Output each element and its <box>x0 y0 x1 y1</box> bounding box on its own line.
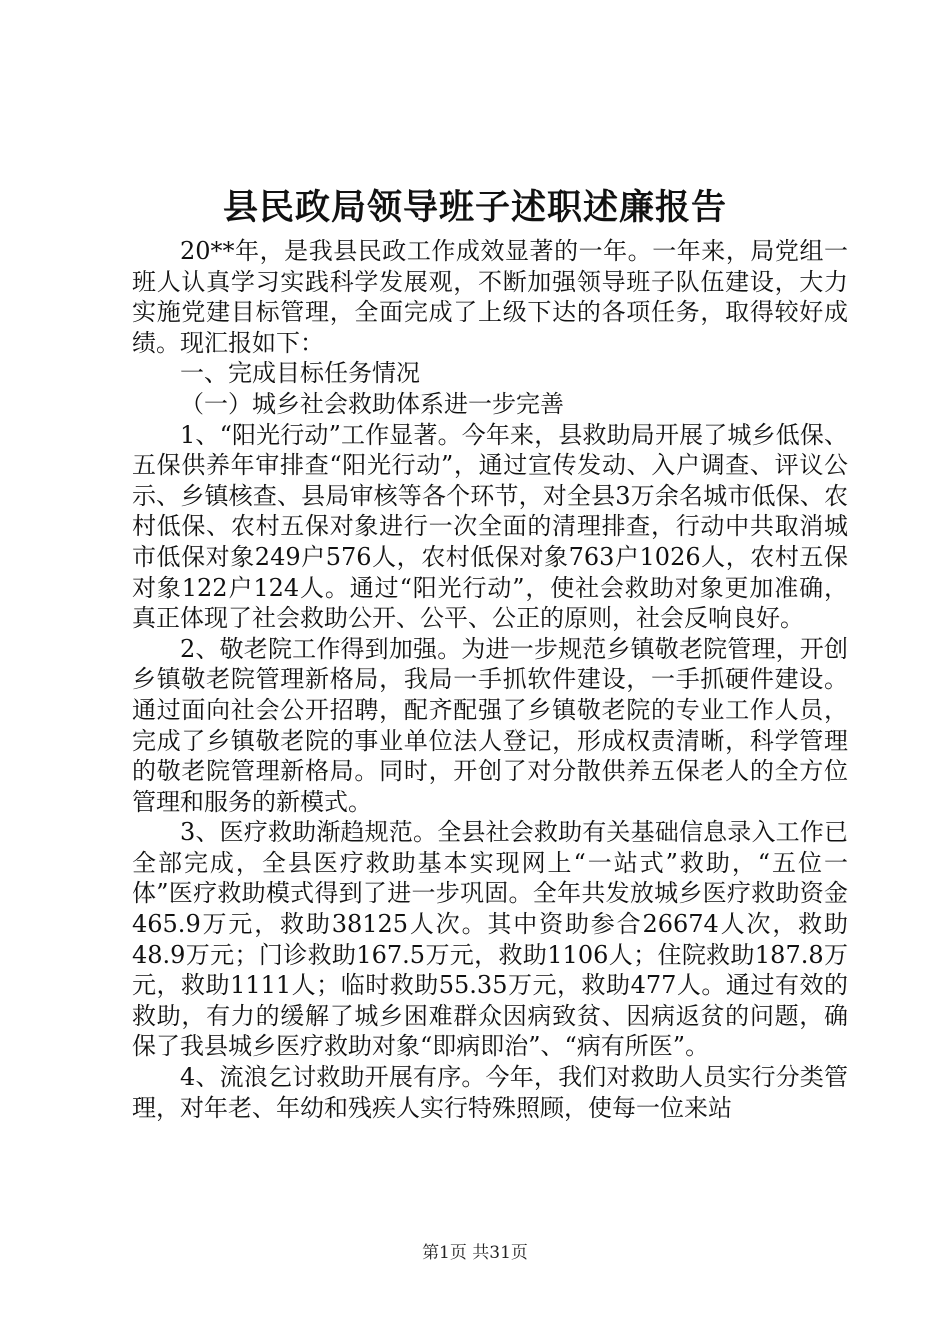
document-title: 县民政局领导班子述职述廉报告 <box>222 187 727 228</box>
subsection-heading: （一）城乡社会救助体系进一步完善 <box>180 389 564 418</box>
paragraph-item-4: 4、流浪乞讨救助开展有序。今年，我们对救助人员实行分类管理，对年老、年幼和残疾人实行特殊照顾，使每一位来站 <box>132 1063 848 1122</box>
paragraph-item-2: 2、敬老院工作得到加强。为进一步规范乡镇敬老院管理，开创乡镇敬老院管理新格局，我局一手抓软件建设，一手抓硬件建设。通过面向社会公开招聘，配齐配强了乡镇敬老院的专业工作人员，完成了乡镇敬老院的事业单位法人登记，形成权责清晰，科学管理的敬老院管理新格局。同时，开创了对分散供养五保老人的全方位管理和服务的新模式。 <box>132 634 848 816</box>
page-footer: 第1页 共31页 <box>422 1243 528 1263</box>
paragraph-intro: 20**年，是我县民政工作成效显著的一年。一年来，局党组一班人认真学习实践科学发展观，不断加强领导班子队伍建设，大力实施党建目标管理，全面完成了上级下达的各项任务，取得较好成绩。现汇报如下： <box>132 237 848 357</box>
paragraph-item-1: 1、“阳光行动”工作显著。今年来，县救助局开展了城乡低保、五保供养年审排查“阳光行动”，通过宣传发动、入户调查、评议公示、乡镇核查、县局审核等各个环节，对全县3万余名城市低保、农村低保、农村五保对象进行一次全面的清理排查，行动中共取消城市低保对象249户576人，农村低保对象763户1026人，农村五保对象122户124人。通过“阳光行动”，使社会救助对象更加准确，真正体现了社会救助公开、公平、公正的原则，社会反响良好。 <box>132 420 848 633</box>
paragraph-item-3: 3、医疗救助渐趋规范。全县社会救助有关基础信息录入工作已全部完成，全县医疗救助基本实现网上“一站式”救助，“五位一体”医疗救助模式得到了进一步巩固。全年共发放城乡医疗救助资金465.9万元，救助38125人次。其中资助参合26674人次，救助48.9万元；门诊救助167.5万元，救助1106人；住院救助187.8万元，救助1111人；临时救助55.35万元，救助477人。通过有效的救助，有力的缓解了城乡困难群众因病致贫、因病返贫的问题，确保了我县城乡医疗救助对象“即病即治”、“病有所医”。 <box>132 818 848 1061</box>
document-body <box>132 236 848 1123</box>
section-heading: 一、完成目标任务情况 <box>180 359 420 388</box>
